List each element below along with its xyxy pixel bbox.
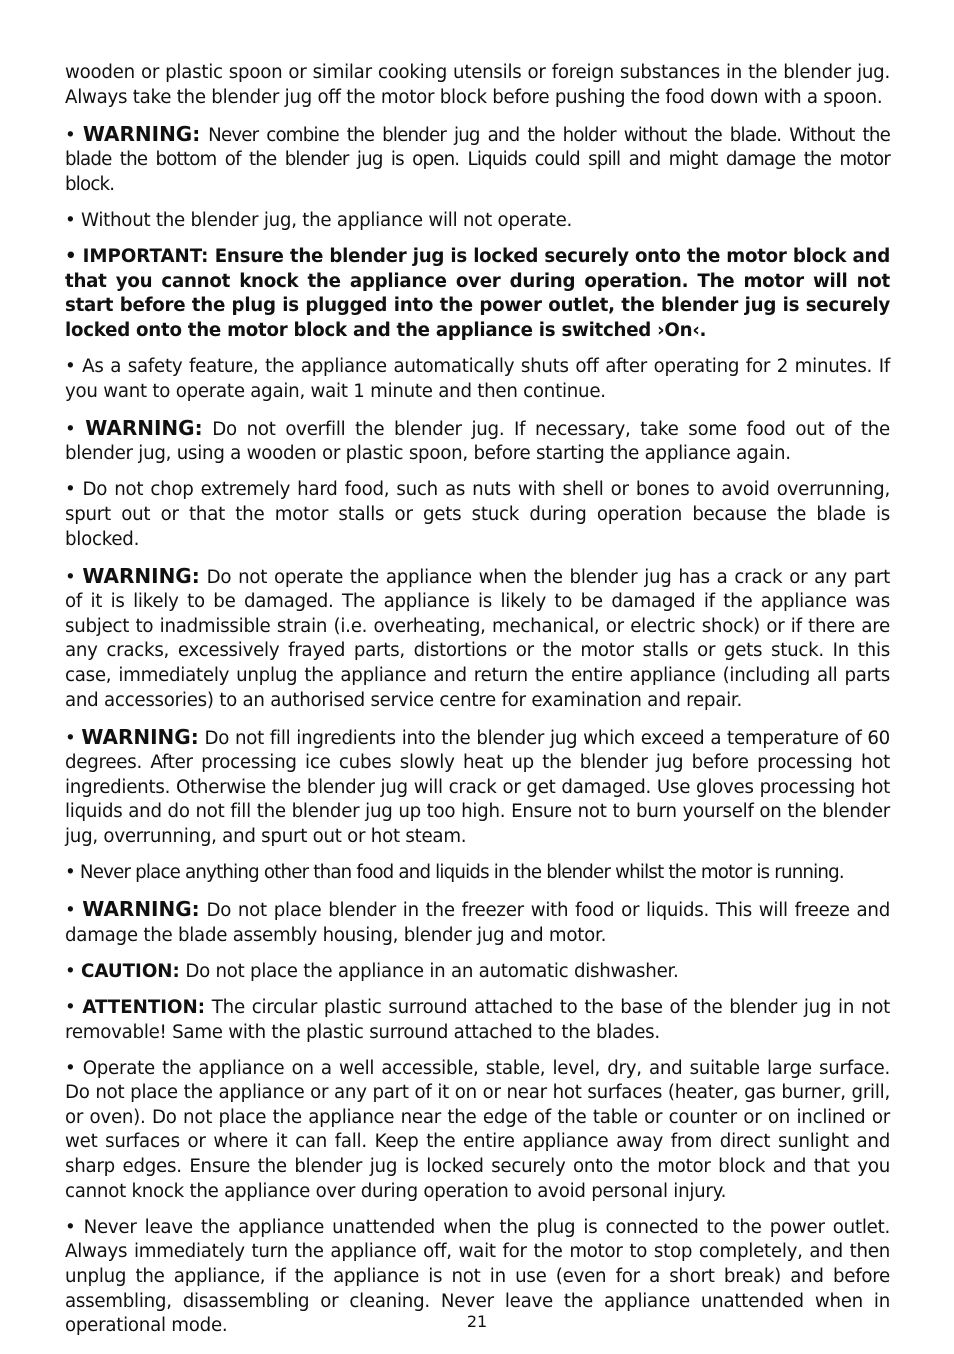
bullet: •	[65, 209, 82, 231]
paragraph-text: Never leave the appliance unattended when the plug is connected to the power outlet. Always immediately turn the appliance off, wait for the motor to stop completely, and then unplug the appliance, if the appliance is not in use (even for a short break) and before assembling, disassembling or cleaning. Never leave the appliance unattended when in operational mode.	[65, 1216, 890, 1337]
page-number: 21	[466, 1312, 488, 1331]
bullet: •	[65, 355, 83, 377]
paragraph-text: Do not fill ingredients into the blender jug which exceed a temperature of 60 degrees. After processing ice cubes slowly heat up the blender jug before processing hot ingredients. Otherwise the blender jug will crack or get damaged. Use gloves processing hot liquids and do not fill the blender jug up too high. Ensure not to burn yourself on the blender jug, overrunning, and spurt out or hot steam.	[65, 727, 890, 848]
paragraph-text: Without the blender jug, the appliance will not operate.	[81, 209, 573, 231]
important-label: IMPORTANT:	[82, 246, 209, 268]
bullet: •	[65, 566, 83, 588]
paragraph-attention-surround	[65, 996, 890, 1045]
warning-label: WARNING:	[85, 415, 203, 440]
paragraph-warning-overfill	[65, 416, 890, 467]
paragraph-text: As a safety feature, the appliance automatically shuts off after operating for 2 minutes. If you want to operate again, wait 1 minute and then continue.	[65, 355, 890, 402]
paragraph-text: Never place anything other than food and liquids in the blender whilst the motor is running.	[79, 862, 844, 884]
paragraph-text: Do not place blender in the freezer with food or liquids. This will freeze and damage the blade assembly housing, blender jug and motor.	[65, 900, 890, 946]
bullet: •	[65, 479, 83, 501]
paragraph-warning-damage	[65, 564, 890, 714]
paragraph-text: The circular plastic surround attached to the base of the blender jug in not removable! Same with the plastic surround attached to the blades.	[65, 997, 890, 1043]
manual-page-body	[65, 61, 890, 1350]
paragraph-spoon-note	[65, 61, 890, 110]
paragraph-surface	[65, 1057, 890, 1205]
warning-label: WARNING:	[81, 724, 199, 749]
bullet: •	[65, 1057, 83, 1079]
paragraph-text: Ensure the blender jug is locked securely onto the motor block and that you cannot knock the appliance over during operation. The motor will not start before the plug is plugged into the power outlet, the blender jug is securely locked onto the motor block and the appliance is switched ›On‹.	[65, 246, 890, 341]
paragraph-jug-required	[65, 209, 890, 234]
warning-label: WARNING:	[82, 121, 201, 146]
paragraph-text: Do not overfill the blender jug. If necessary, take some food out of the blender jug, using a wooden or plastic spoon, before starting the appliance again.	[65, 418, 890, 465]
warning-label: WARNING:	[82, 897, 200, 922]
paragraph-text: Never combine the blender jug and the holder without the blade. Without the blade the bottom of the blender jug is open. Liquids could spill and might damage the motor block.	[65, 124, 890, 195]
warning-label: WARNING:	[82, 563, 200, 588]
paragraph-food-only	[65, 861, 890, 886]
paragraph-text: Do not chop extremely hard food, such as nuts with shell or bones to avoid overrunning, spurt out or that the motor stalls or gets stuck during operation because the blade is blocked.	[65, 479, 890, 550]
paragraph-auto-shutoff	[65, 355, 890, 404]
paragraph-text: Do not operate the appliance when the blender jug has a crack or any part of it is likely to be damaged. The appliance is likely to be damaged if the appliance was subject to inadmissible strain (i.e. overheating, mechanical, or electric shock) or if there are any cracks, excessively frayed parts, distortions or the motor stalls or gets stuck. In this case, immediately unplug the appliance and return the entire appliance (including all parts and accessories) to an authorised service centre for examination and repair.	[65, 566, 890, 711]
paragraph-warning-temperature	[65, 725, 890, 850]
bullet: •	[65, 960, 82, 982]
paragraph-text: wooden or plastic spoon or similar cooking utensils or foreign substances in the blender jug. Always take the blender jug off the motor block before pushing the food down with a spoon.	[65, 62, 890, 108]
paragraph-important-lock	[65, 245, 890, 343]
bullet: •	[65, 900, 83, 922]
paragraph-warning-blade	[65, 122, 890, 198]
attention-label: ATTENTION:	[82, 997, 205, 1018]
paragraph-text: Do not place the appliance in an automatic dishwasher.	[179, 960, 679, 982]
paragraph-warning-freezer	[65, 897, 890, 948]
bullet: •	[65, 1216, 84, 1238]
bullet: •	[65, 124, 83, 146]
caution-label: CAUTION:	[81, 960, 180, 982]
bullet: •	[65, 418, 86, 440]
bullet: •	[65, 997, 83, 1018]
bullet: •	[65, 246, 83, 268]
bullet: •	[65, 862, 80, 884]
paragraph-hard-food	[65, 478, 890, 552]
paragraph-text: Operate the appliance on a well accessible, stable, level, dry, and suitable large surface. Do not place the appliance or any part of it on or near hot surfaces (heater, gas burner, grill, or oven). Do not place the appliance near the edge of the table or counter or on inclined or wet surfaces or where it can fall. Keep the entire appliance away from direct sunlight and sharp edges. Ensure the blender jug is locked securely onto the motor block and that you cannot knock the appliance over during operation to avoid personal injury.	[65, 1057, 891, 1202]
paragraph-caution-dishwasher	[65, 960, 890, 985]
bullet: •	[65, 727, 82, 749]
